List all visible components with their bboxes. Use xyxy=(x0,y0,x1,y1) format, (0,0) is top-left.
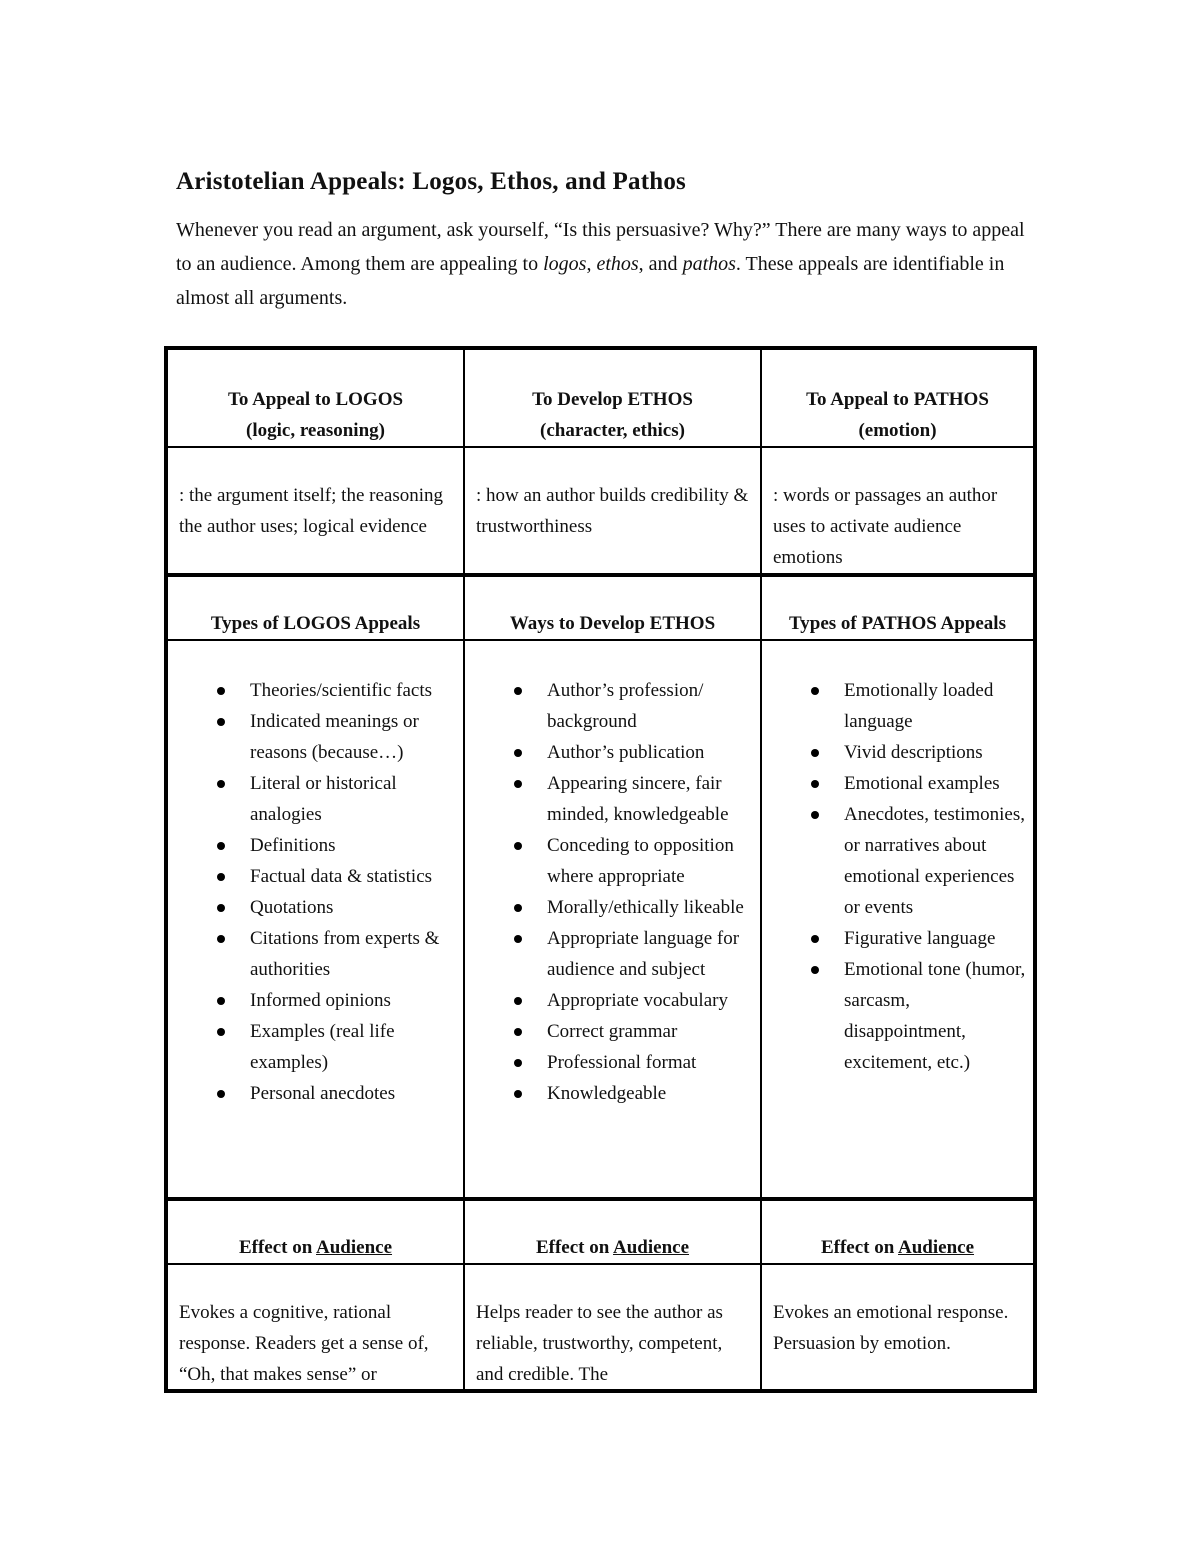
logos-list xyxy=(168,641,463,1109)
list-item: Emotional examples xyxy=(762,768,1029,799)
list-item: Definitions xyxy=(168,830,459,861)
effect-audience-word: Audience xyxy=(613,1237,690,1258)
bullet-icon xyxy=(514,749,522,757)
bullet-icon xyxy=(217,842,225,850)
header-cell-ethos xyxy=(464,348,761,447)
header-cell-pathos xyxy=(761,348,1035,447)
list-row xyxy=(166,640,1035,1199)
effect-cell-pathos: Evokes an emotional response. Persuasion by emotion. xyxy=(761,1264,1035,1391)
definition-cell-ethos: : how an author builds credibility & trustworthiness xyxy=(464,447,761,575)
list-item: Appropriate language for audience and subject xyxy=(465,923,756,985)
list-item: Factual data & statistics xyxy=(168,861,459,892)
bullet-icon xyxy=(217,1028,225,1036)
intro-logos: logos xyxy=(543,253,587,275)
header-title: To Appeal to LOGOS xyxy=(227,389,404,410)
effect-row xyxy=(166,1264,1035,1391)
list-item: Author’s profession/ background xyxy=(465,675,756,737)
list-item: Professional format xyxy=(465,1047,756,1078)
list-item: Appearing sincere, fair minded, knowledgeable xyxy=(465,768,756,830)
bullet-icon xyxy=(217,935,225,943)
effect-cell-ethos: Helps reader to see the author as reliable, trustworthy, competent, and credible. The xyxy=(464,1264,761,1391)
effect-header-cell-logos: Effect on Audience xyxy=(166,1199,464,1264)
bullet-icon xyxy=(811,966,819,974)
subheader-cell-pathos: Types of PATHOS Appeals xyxy=(761,575,1035,640)
appeals-table xyxy=(164,346,1037,1393)
bullet-icon xyxy=(514,1028,522,1036)
subheader-row xyxy=(166,575,1035,640)
pathos-list xyxy=(762,641,1033,1078)
bullet-icon xyxy=(811,749,819,757)
bullet-icon xyxy=(514,687,522,695)
list-item: Emotionally loaded language xyxy=(762,675,1029,737)
header-subtitle: (emotion) xyxy=(858,420,937,441)
bullet-icon xyxy=(217,873,225,881)
list-item: Conceding to opposition where appropriate xyxy=(465,830,756,892)
list-item: Indicated meanings or reasons (because…) xyxy=(168,706,459,768)
header-title: To Develop ETHOS xyxy=(532,389,693,410)
list-cell-ethos xyxy=(464,640,761,1199)
list-item: Knowledgeable xyxy=(465,1078,756,1109)
bullet-icon xyxy=(514,935,522,943)
bullet-icon xyxy=(217,780,225,788)
effect-audience-word: Audience xyxy=(316,1237,393,1258)
header-subtitle: (character, ethics) xyxy=(540,420,685,441)
bullet-icon xyxy=(217,718,225,726)
list-item: Figurative language xyxy=(762,923,1029,954)
bullet-icon xyxy=(514,842,522,850)
effect-cell-logos: Evokes a cognitive, rational response. Readers get a sense of, “Oh, that makes sense” or xyxy=(166,1264,464,1391)
list-item: Author’s publication xyxy=(465,737,756,768)
subheader-cell-logos: Types of LOGOS Appeals xyxy=(166,575,464,640)
list-item: Anecdotes, testimonies, or narratives about emotional experiences or events xyxy=(762,799,1029,923)
bullet-icon xyxy=(811,780,819,788)
list-item: Theories/scientific facts xyxy=(168,675,459,706)
effect-header-cell-ethos: Effect on Audience xyxy=(464,1199,761,1264)
intro-text-2: . These appeals are identifiable in almost all arguments. xyxy=(176,253,1005,309)
effect-header-row xyxy=(166,1199,1035,1264)
intro-sep-2: , and xyxy=(638,253,683,275)
list-item: Quotations xyxy=(168,892,459,923)
bullet-icon xyxy=(217,997,225,1005)
bullet-icon xyxy=(514,1090,522,1098)
bullet-icon xyxy=(217,1090,225,1098)
list-item: Appropriate vocabulary xyxy=(465,985,756,1016)
ethos-list xyxy=(465,641,760,1109)
list-item: Vivid descriptions xyxy=(762,737,1029,768)
intro-sep-1: , xyxy=(586,253,597,275)
bullet-icon xyxy=(217,687,225,695)
list-cell-pathos xyxy=(761,640,1035,1199)
list-cell-logos xyxy=(166,640,464,1199)
bullet-icon xyxy=(514,1059,522,1067)
list-item: Personal anecdotes xyxy=(168,1078,459,1109)
list-item: Emotional tone (humor, sarcasm, disappointment, excitement, etc.) xyxy=(762,954,1029,1078)
effect-header-cell-pathos: Effect on Audience xyxy=(761,1199,1035,1264)
effect-audience-word: Audience xyxy=(898,1237,975,1258)
definition-row xyxy=(166,447,1035,575)
intro-text-1: Whenever you read an argument, ask yourself, “Is this persuasive? Why?” There are many ways to appeal to an audience. Among them are appealing to xyxy=(176,219,1025,275)
bullet-icon xyxy=(514,780,522,788)
list-item: Correct grammar xyxy=(465,1016,756,1047)
bullet-icon xyxy=(217,904,225,912)
bullet-icon xyxy=(811,935,819,943)
list-item: Examples (real life examples) xyxy=(168,1016,459,1078)
header-subtitle: (logic, reasoning) xyxy=(246,420,385,441)
header-row xyxy=(166,348,1035,447)
header-title: To Appeal to PATHOS xyxy=(806,389,989,410)
subheader-cell-ethos: Ways to Develop ETHOS xyxy=(464,575,761,640)
list-item: Morally/ethically likeable xyxy=(465,892,756,923)
bullet-icon xyxy=(514,997,522,1005)
bullet-icon xyxy=(811,687,819,695)
definition-cell-pathos: : words or passages an author uses to activate audience emotions xyxy=(761,447,1035,575)
definition-cell-logos: : the argument itself; the reasoning the author uses; logical evidence xyxy=(166,447,464,575)
intro-pathos: pathos xyxy=(682,253,736,275)
list-item: Literal or historical analogies xyxy=(168,768,459,830)
bullet-icon xyxy=(811,811,819,819)
header-cell-logos xyxy=(166,348,464,447)
bullet-icon xyxy=(514,904,522,912)
list-item: Informed opinions xyxy=(168,985,459,1016)
intro-paragraph xyxy=(176,213,1026,315)
intro-ethos: ethos xyxy=(596,253,639,275)
document-title: Aristotelian Appeals: Logos, Ethos, and Pathos xyxy=(176,168,686,195)
list-item: Citations from experts & authorities xyxy=(168,923,459,985)
